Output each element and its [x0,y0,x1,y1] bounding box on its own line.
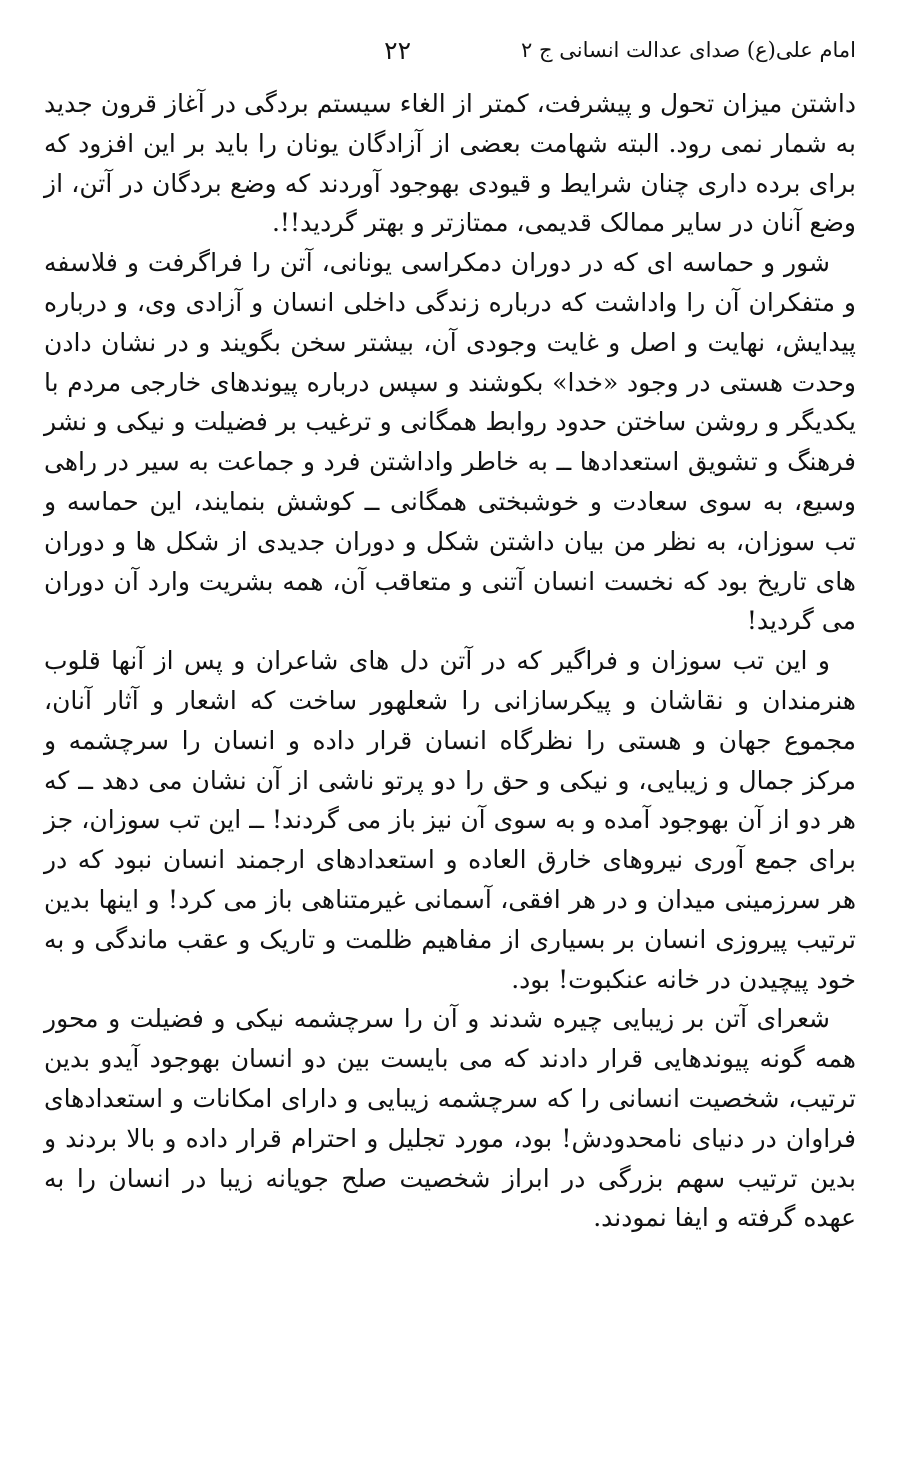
paragraph-3: و این تب سوزان و فراگیر که در آتن دل های شاعران و پس از آنها قلوب هنرمندان و نقاشان و پیکرسازانی را شعلهور ساخت که اشعار و آثار آنان، مجموع جهان و هستی را نظرگاه انسان قرار داده و انسان را سرچشمه و مرکز جمال و زیبایی، و نیکی و حق را دو پرتو ناشی از آن نشان می دهد ــ که هر دو از آن بهوجود آمده و به سوی آن نیز باز می گردند! ــ این تب سوزان، جز برای جمع آوری نیروهای خارق العاده و استعدادهای ارجمند انسان نبود که در هر سرزمینی میدان و در هر افقی، آسمانی غیرمتناهی باز می کرد! و اینها بدین ترتیب پیروزی انسان بر بسیاری از مفاهیم ظلمت و تاریک و عقب ماندگی و به خود پیچیدن در خانه عنکبوت! بود. [44,646,856,994]
paragraph-2: شور و حماسه ای که در دوران دمکراسی یونانی، آتن را فراگرفت و فلاسفه و متفکران آن را واداشت که درباره زندگی داخلی انسان و آزادی وی، و درباره پیدایش، نهایت و اصل و غایت وجودی آن، بیشتر سخن بگویند و در نشان دادن وحدت هستی در وجود «خدا» بکوشند و سپس درباره پیوندهای خارجی مردم با یکدیگر و روشن ساختن حدود روابط همگانی و ترغیب بر فضیلت و نیکی و نشر فرهنگ و تشویق استعدادها ــ به خاطر واداشتن فرد و جماعت به سیر در راهی وسیع، به سوی سعادت و خوشبختی همگانی ــ کوشش بنمایند، این حماسه و تب سوزان، به نظر من بیان داشتن شکل و دوران جدیدی از شکل ها و دوران های تاریخ بود که نخست انسان آتنی و متعاقب آن، همه بشریت وارد آن دوران می گردید! [44,248,856,636]
paragraph-1: داشتن میزان تحول و پیشرفت، کمتر از الغاء سیستم بردگی در آغاز قرون جدید به شمار نمی رود. البته شهامت بعضی از آزادگان یونان را باید بر این افزود که برای برده داری چنان شرایط و قیودی بهوجود آوردند که وضع بردگان در آتن، از وضع آنان در سایر ممالک قدیمی، ممتازتر و بهتر گردید!!. [44,89,856,238]
book-title: امام علی(ع) صدای عدالت انسانی ج ۲ [521,38,856,62]
body-text [44,84,856,1238]
page-number: ۲۲ [384,35,412,65]
paragraph-4: شعرای آتن بر زیبایی چیره شدند و آن را سرچشمه نیکی و فضیلت و محور همه گونه پیوندهایی قرار دادند که می بایست بین دو انسان بهوجود آیدو بدین ترتیب، شخصیت انسانی را که سرچشمه زیبایی و دارای امکانات و استعدادهای فراوان در دنیای نامحدودش! بود، مورد تجلیل و احترام قرار داده و بالا بردند و بدین ترتیب سهم بزرگی در ابراز شخصیت صلح جویانه زیبا در انسان را به عهده گرفته و ایفا نمودند. [44,1004,856,1233]
running-header [44,30,856,70]
